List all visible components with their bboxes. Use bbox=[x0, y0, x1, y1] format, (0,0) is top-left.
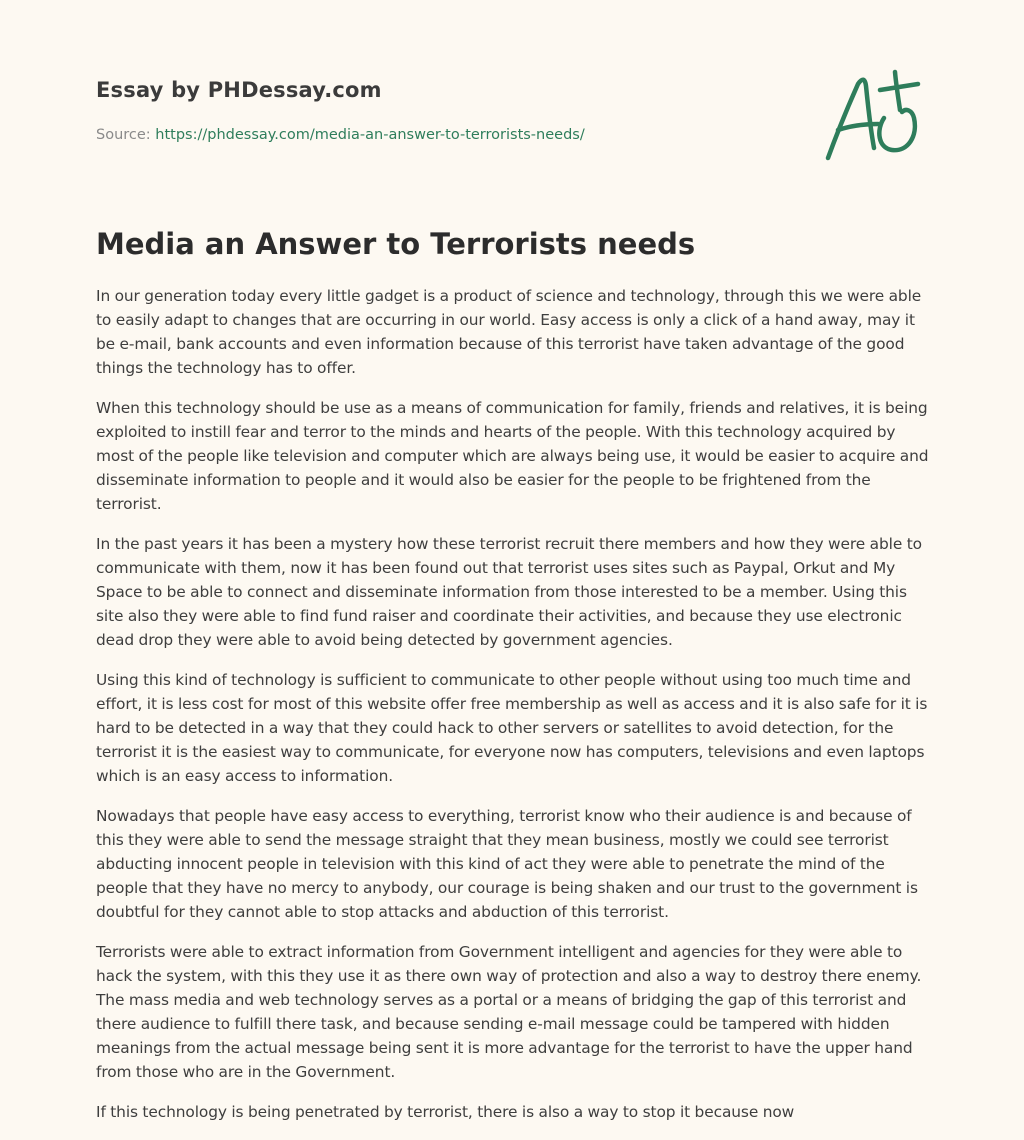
essay-paragraph: When this technology should be use as a means of communication for family, friends and relatives, it is being exploited to instill fear and terror to the minds and hearts of the people. With this technology acquired by most of the people like television and computer which are always being use, it would be easier to acquire and disseminate information to people and it would also be easier for the people to be frightened from the terrorist. bbox=[96, 399, 929, 513]
essay-paragraph: In our generation today every little gadget is a product of science and technology, through this we were able to easily adapt to changes that are occurring in our world. Easy access is only a click of a hand away, may it be e-mail, bank accounts and even information because of this terrorist have taken advantage of the good things the technology has to offer. bbox=[96, 287, 922, 377]
source-label: Source: bbox=[96, 127, 151, 143]
essay-paragraph: Nowadays that people have easy access to everything, terrorist know who their audience is and because of this they were able to send the message straight that they mean business, mostly we could see terrorist abducting innocent people in television with this kind of act they were able to penetrate the mind of the people that they have no mercy to anybody, our courage is being shaken and our trust to the government is doubtful for they cannot able to stop attacks and abduction of this terrorist. bbox=[96, 807, 918, 921]
source-line bbox=[96, 124, 796, 146]
source-link[interactable]: https://phdessay.com/media-an-answer-to-terrorists-needs/ bbox=[155, 127, 585, 143]
a-plus-logo-icon bbox=[818, 66, 930, 166]
site-brand[interactable]: Essay by PHDessay.com bbox=[96, 78, 382, 102]
essay-paragraph: Using this kind of technology is sufficient to communicate to other people without using too much time and effort, it is less cost for most of this website offer free membership as well as access and it is also safe for it is hard to be detected in a way that they could hack to other servers or satellites to avoid detection, for the terrorist it is the easiest way to communicate, for everyone now has computers, televisions and even laptops which is an easy access to information. bbox=[96, 671, 928, 785]
essay-title: Media an Answer to Terrorists needs bbox=[96, 227, 696, 261]
page-header bbox=[96, 76, 796, 146]
essay-paragraph: If this technology is being penetrated by terrorist, there is also a way to stop it because now bbox=[96, 1103, 795, 1121]
essay-paragraph: Terrorists were able to extract information from Government intelligent and agencies for they were able to hack the system, with this they use it as there own way of protection and also a way to destroy there enemy. The mass media and web technology serves as a portal or a means of bridging the gap of this terrorist and there audience to fulfill there task, and because sending e-mail message could be tampered with hidden meanings from the actual message being sent it is more advantage for the terrorist to have the upper hand from those who are in the Government. bbox=[96, 943, 922, 1081]
essay-paragraph: In the past years it has been a mystery how these terrorist recruit there members and how they were able to communicate with them, now it has been found out that terrorist uses sites such as Paypal, Orkut and My Space to be able to connect and disseminate information from those interested to be a member. Using this site also they were able to find fund raiser and coordinate their activities, and because they use electronic dead drop they were able to avoid being detected by government agencies. bbox=[96, 535, 922, 649]
essay-body bbox=[96, 284, 932, 1140]
